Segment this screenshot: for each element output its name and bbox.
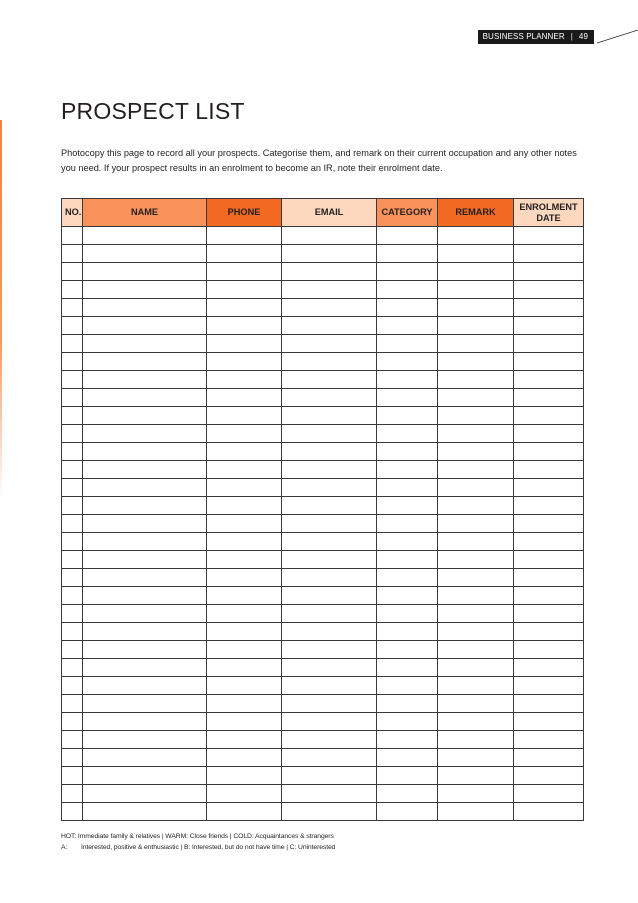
table-row [62, 299, 584, 317]
cell-email[interactable] [282, 803, 377, 821]
cell-remark[interactable] [438, 461, 514, 479]
cell-remark[interactable] [438, 587, 514, 605]
cell-remark[interactable] [438, 731, 514, 749]
cell-enrolment-date[interactable] [514, 803, 584, 821]
cell-name[interactable] [83, 659, 207, 677]
cell-email[interactable] [282, 335, 377, 353]
cell-remark[interactable] [438, 677, 514, 695]
cell-email[interactable] [282, 659, 377, 677]
cell-enrolment-date[interactable] [514, 425, 584, 443]
cell-phone[interactable] [207, 281, 282, 299]
cell-category[interactable] [377, 479, 438, 497]
cell-category[interactable] [377, 767, 438, 785]
table-row [62, 281, 584, 299]
table-row [62, 659, 584, 677]
cell-phone[interactable] [207, 533, 282, 551]
cell-name[interactable] [83, 641, 207, 659]
cell-category[interactable] [377, 443, 438, 461]
cell-no[interactable] [62, 515, 83, 533]
cell-no[interactable] [62, 785, 83, 803]
table-row [62, 677, 584, 695]
cell-enrolment-date[interactable] [514, 461, 584, 479]
col-header-remark: REMARK [438, 199, 514, 227]
cell-no[interactable] [62, 587, 83, 605]
intro-text: Photocopy this page to record all your prospects. Categorise them, and remark on their current occupation and any other notes you need. If your prospect results in an enrolment to become an IR, note their enrolment date. [61, 148, 577, 173]
cell-enrolment-date[interactable] [514, 713, 584, 731]
cell-email[interactable] [282, 515, 377, 533]
cell-enrolment-date[interactable] [514, 731, 584, 749]
cell-name[interactable] [83, 695, 207, 713]
cell-remark[interactable] [438, 713, 514, 731]
col-header-email: EMAIL [282, 199, 377, 227]
cell-email[interactable] [282, 785, 377, 803]
legend-interest [61, 843, 335, 854]
cell-category[interactable] [377, 227, 438, 245]
category-legend [61, 832, 335, 853]
cell-remark[interactable] [438, 227, 514, 245]
cell-remark[interactable] [438, 389, 514, 407]
cell-no[interactable] [62, 479, 83, 497]
cell-phone[interactable] [207, 731, 282, 749]
table-row [62, 461, 584, 479]
cell-remark[interactable] [438, 245, 514, 263]
cell-category[interactable] [377, 803, 438, 821]
cell-category[interactable] [377, 371, 438, 389]
cell-no[interactable] [62, 317, 83, 335]
table-body [62, 227, 584, 821]
cell-category[interactable] [377, 407, 438, 425]
cell-name[interactable] [83, 785, 207, 803]
col-header-enrolment-date: ENROLMENT DATE [514, 199, 584, 227]
cell-email[interactable] [282, 227, 377, 245]
cell-email[interactable] [282, 587, 377, 605]
cell-category[interactable] [377, 713, 438, 731]
cell-enrolment-date[interactable] [514, 443, 584, 461]
cell-remark[interactable] [438, 371, 514, 389]
cell-category[interactable] [377, 317, 438, 335]
cell-name[interactable] [83, 533, 207, 551]
table-row [62, 731, 584, 749]
cell-category[interactable] [377, 677, 438, 695]
table-row [62, 515, 584, 533]
col-header-phone: PHONE [207, 199, 282, 227]
cell-phone[interactable] [207, 353, 282, 371]
cell-enrolment-date[interactable] [514, 479, 584, 497]
cell-no[interactable] [62, 299, 83, 317]
cell-name[interactable] [83, 569, 207, 587]
cell-name[interactable] [83, 299, 207, 317]
cell-enrolment-date[interactable] [514, 605, 584, 623]
cell-email[interactable] [282, 731, 377, 749]
edge-accent-strip [0, 120, 2, 500]
cell-no[interactable] [62, 767, 83, 785]
cell-enrolment-date[interactable] [514, 641, 584, 659]
header-rule-line [597, 30, 638, 44]
cell-remark[interactable] [438, 749, 514, 767]
cell-enrolment-date[interactable] [514, 299, 584, 317]
cell-remark[interactable] [438, 335, 514, 353]
cell-name[interactable] [83, 677, 207, 695]
cell-category[interactable] [377, 551, 438, 569]
col-header-category: CATEGORY [377, 199, 438, 227]
cell-name[interactable] [83, 353, 207, 371]
table-row [62, 425, 584, 443]
cell-phone[interactable] [207, 407, 282, 425]
table-row [62, 803, 584, 821]
cell-name[interactable] [83, 245, 207, 263]
cell-phone[interactable] [207, 443, 282, 461]
cell-no[interactable] [62, 389, 83, 407]
cell-remark[interactable] [438, 443, 514, 461]
legend-interest-prefix: A: [61, 843, 68, 851]
cell-name[interactable] [83, 443, 207, 461]
cell-phone[interactable] [207, 335, 282, 353]
cell-category[interactable] [377, 515, 438, 533]
cell-phone[interactable] [207, 695, 282, 713]
cell-email[interactable] [282, 281, 377, 299]
cell-phone[interactable] [207, 803, 282, 821]
cell-enrolment-date[interactable] [514, 263, 584, 281]
cell-name[interactable] [83, 335, 207, 353]
cell-category[interactable] [377, 497, 438, 515]
cell-email[interactable] [282, 677, 377, 695]
cell-category[interactable] [377, 281, 438, 299]
cell-category[interactable] [377, 299, 438, 317]
cell-enrolment-date[interactable] [514, 353, 584, 371]
cell-remark[interactable] [438, 695, 514, 713]
cell-remark[interactable] [438, 641, 514, 659]
cell-remark[interactable] [438, 803, 514, 821]
cell-email[interactable] [282, 551, 377, 569]
table-row [62, 533, 584, 551]
cell-email[interactable] [282, 569, 377, 587]
page-header-tab [478, 30, 594, 44]
cell-no[interactable] [62, 227, 83, 245]
cell-no[interactable] [62, 623, 83, 641]
prospect-table [61, 198, 584, 821]
cell-enrolment-date[interactable] [514, 677, 584, 695]
cell-email[interactable] [282, 605, 377, 623]
cell-category[interactable] [377, 695, 438, 713]
table-row [62, 713, 584, 731]
table-row [62, 245, 584, 263]
cell-email[interactable] [282, 713, 377, 731]
cell-enrolment-date[interactable] [514, 407, 584, 425]
cell-phone[interactable] [207, 605, 282, 623]
cell-email[interactable] [282, 443, 377, 461]
cell-enrolment-date[interactable] [514, 551, 584, 569]
cell-no[interactable] [62, 407, 83, 425]
table-row [62, 407, 584, 425]
legend-temperature: HOT: Immediate family & relatives | WARM: Close friends | COLD: Acquaintances & strangers [61, 833, 334, 840]
cell-category[interactable] [377, 335, 438, 353]
page-title: PROSPECT LIST [61, 98, 245, 124]
cell-no[interactable] [62, 605, 83, 623]
cell-remark[interactable] [438, 425, 514, 443]
cell-remark[interactable] [438, 533, 514, 551]
cell-category[interactable] [377, 641, 438, 659]
cell-category[interactable] [377, 533, 438, 551]
cell-category[interactable] [377, 731, 438, 749]
cell-remark[interactable] [438, 497, 514, 515]
cell-category[interactable] [377, 659, 438, 677]
cell-email[interactable] [282, 299, 377, 317]
table-row [62, 227, 584, 245]
cell-name[interactable] [83, 407, 207, 425]
cell-no[interactable] [62, 551, 83, 569]
cell-email[interactable] [282, 623, 377, 641]
cell-enrolment-date[interactable] [514, 659, 584, 677]
table-row [62, 497, 584, 515]
cell-email[interactable] [282, 479, 377, 497]
table-row [62, 317, 584, 335]
cell-remark[interactable] [438, 515, 514, 533]
page-number: 49 [578, 32, 588, 41]
table-row [62, 443, 584, 461]
cell-name[interactable] [83, 227, 207, 245]
cell-category[interactable] [377, 605, 438, 623]
cell-phone[interactable] [207, 677, 282, 695]
cell-email[interactable] [282, 425, 377, 443]
cell-no[interactable] [62, 677, 83, 695]
cell-no[interactable] [62, 245, 83, 263]
cell-no[interactable] [62, 803, 83, 821]
cell-category[interactable] [377, 425, 438, 443]
cell-enrolment-date[interactable] [514, 569, 584, 587]
cell-no[interactable] [62, 425, 83, 443]
cell-category[interactable] [377, 785, 438, 803]
table-row [62, 587, 584, 605]
cell-phone[interactable] [207, 551, 282, 569]
table-row [62, 605, 584, 623]
cell-enrolment-date[interactable] [514, 623, 584, 641]
cell-name[interactable] [83, 749, 207, 767]
cell-name[interactable] [83, 731, 207, 749]
cell-phone[interactable] [207, 227, 282, 245]
table-row [62, 551, 584, 569]
cell-enrolment-date[interactable] [514, 695, 584, 713]
cell-phone[interactable] [207, 461, 282, 479]
cell-no[interactable] [62, 713, 83, 731]
cell-name[interactable] [83, 623, 207, 641]
cell-remark[interactable] [438, 569, 514, 587]
cell-name[interactable] [83, 515, 207, 533]
cell-email[interactable] [282, 695, 377, 713]
table-row [62, 749, 584, 767]
cell-email[interactable] [282, 497, 377, 515]
cell-no[interactable] [62, 353, 83, 371]
cell-phone[interactable] [207, 497, 282, 515]
cell-enrolment-date[interactable] [514, 371, 584, 389]
cell-name[interactable] [83, 803, 207, 821]
cell-name[interactable] [83, 713, 207, 731]
table-row [62, 263, 584, 281]
cell-category[interactable] [377, 245, 438, 263]
cell-email[interactable] [282, 317, 377, 335]
header-separator: | [570, 32, 573, 41]
cell-enrolment-date[interactable] [514, 335, 584, 353]
cell-phone[interactable] [207, 263, 282, 281]
table-header-row [62, 199, 584, 227]
cell-email[interactable] [282, 767, 377, 785]
cell-enrolment-date[interactable] [514, 497, 584, 515]
cell-enrolment-date[interactable] [514, 317, 584, 335]
cell-category[interactable] [377, 623, 438, 641]
cell-phone[interactable] [207, 317, 282, 335]
cell-remark[interactable] [438, 479, 514, 497]
cell-email[interactable] [282, 407, 377, 425]
table-row [62, 623, 584, 641]
cell-no[interactable] [62, 641, 83, 659]
cell-remark[interactable] [438, 299, 514, 317]
cell-enrolment-date[interactable] [514, 767, 584, 785]
table-row [62, 695, 584, 713]
cell-name[interactable] [83, 425, 207, 443]
cell-email[interactable] [282, 371, 377, 389]
cell-email[interactable] [282, 533, 377, 551]
cell-email[interactable] [282, 641, 377, 659]
table-row [62, 371, 584, 389]
cell-name[interactable] [83, 461, 207, 479]
cell-phone[interactable] [207, 767, 282, 785]
table-row [62, 389, 584, 407]
cell-name[interactable] [83, 263, 207, 281]
cell-remark[interactable] [438, 605, 514, 623]
table-row [62, 785, 584, 803]
cell-name[interactable] [83, 317, 207, 335]
cell-remark[interactable] [438, 353, 514, 371]
cell-enrolment-date[interactable] [514, 533, 584, 551]
cell-category[interactable] [377, 749, 438, 767]
cell-enrolment-date[interactable] [514, 785, 584, 803]
table-row [62, 569, 584, 587]
cell-category[interactable] [377, 389, 438, 407]
cell-email[interactable] [282, 353, 377, 371]
cell-category[interactable] [377, 587, 438, 605]
cell-name[interactable] [83, 479, 207, 497]
header-section-label: BUSINESS PLANNER [482, 32, 565, 41]
cell-no[interactable] [62, 443, 83, 461]
cell-phone[interactable] [207, 587, 282, 605]
cell-enrolment-date[interactable] [514, 245, 584, 263]
cell-email[interactable] [282, 461, 377, 479]
cell-name[interactable] [83, 497, 207, 515]
cell-no[interactable] [62, 533, 83, 551]
cell-remark[interactable] [438, 281, 514, 299]
cell-phone[interactable] [207, 749, 282, 767]
legend-interest-text: Interested, positive & enthusiastic | B: Interested, but do not have time | C: Uninterested [81, 843, 336, 851]
table-row [62, 353, 584, 371]
cell-phone[interactable] [207, 623, 282, 641]
cell-no[interactable] [62, 371, 83, 389]
cell-email[interactable] [282, 389, 377, 407]
cell-email[interactable] [282, 245, 377, 263]
cell-enrolment-date[interactable] [514, 227, 584, 245]
cell-phone[interactable] [207, 569, 282, 587]
cell-remark[interactable] [438, 317, 514, 335]
cell-name[interactable] [83, 371, 207, 389]
cell-enrolment-date[interactable] [514, 749, 584, 767]
cell-remark[interactable] [438, 551, 514, 569]
table-row [62, 767, 584, 785]
cell-remark[interactable] [438, 623, 514, 641]
cell-name[interactable] [83, 551, 207, 569]
cell-phone[interactable] [207, 713, 282, 731]
cell-no[interactable] [62, 281, 83, 299]
cell-no[interactable] [62, 263, 83, 281]
cell-phone[interactable] [207, 515, 282, 533]
cell-no[interactable] [62, 335, 83, 353]
col-header-name: NAME [83, 199, 207, 227]
cell-enrolment-date[interactable] [514, 587, 584, 605]
cell-name[interactable] [83, 767, 207, 785]
cell-enrolment-date[interactable] [514, 281, 584, 299]
col-header-no: NO. [62, 199, 83, 227]
cell-no[interactable] [62, 497, 83, 515]
cell-enrolment-date[interactable] [514, 515, 584, 533]
cell-name[interactable] [83, 605, 207, 623]
cell-phone[interactable] [207, 641, 282, 659]
cell-phone[interactable] [207, 371, 282, 389]
table-row [62, 479, 584, 497]
cell-name[interactable] [83, 389, 207, 407]
cell-no[interactable] [62, 659, 83, 677]
cell-no[interactable] [62, 731, 83, 749]
cell-name[interactable] [83, 281, 207, 299]
cell-phone[interactable] [207, 785, 282, 803]
cell-remark[interactable] [438, 785, 514, 803]
cell-email[interactable] [282, 263, 377, 281]
cell-category[interactable] [377, 263, 438, 281]
cell-phone[interactable] [207, 425, 282, 443]
table-row [62, 641, 584, 659]
cell-category[interactable] [377, 461, 438, 479]
table-row [62, 335, 584, 353]
cell-remark[interactable] [438, 659, 514, 677]
cell-phone[interactable] [207, 659, 282, 677]
cell-no[interactable] [62, 695, 83, 713]
cell-name[interactable] [83, 587, 207, 605]
cell-phone[interactable] [207, 245, 282, 263]
cell-remark[interactable] [438, 767, 514, 785]
cell-no[interactable] [62, 749, 83, 767]
cell-category[interactable] [377, 569, 438, 587]
cell-phone[interactable] [207, 299, 282, 317]
cell-phone[interactable] [207, 479, 282, 497]
cell-category[interactable] [377, 353, 438, 371]
cell-phone[interactable] [207, 389, 282, 407]
cell-remark[interactable] [438, 407, 514, 425]
cell-enrolment-date[interactable] [514, 389, 584, 407]
cell-email[interactable] [282, 749, 377, 767]
cell-no[interactable] [62, 569, 83, 587]
cell-no[interactable] [62, 461, 83, 479]
cell-remark[interactable] [438, 263, 514, 281]
